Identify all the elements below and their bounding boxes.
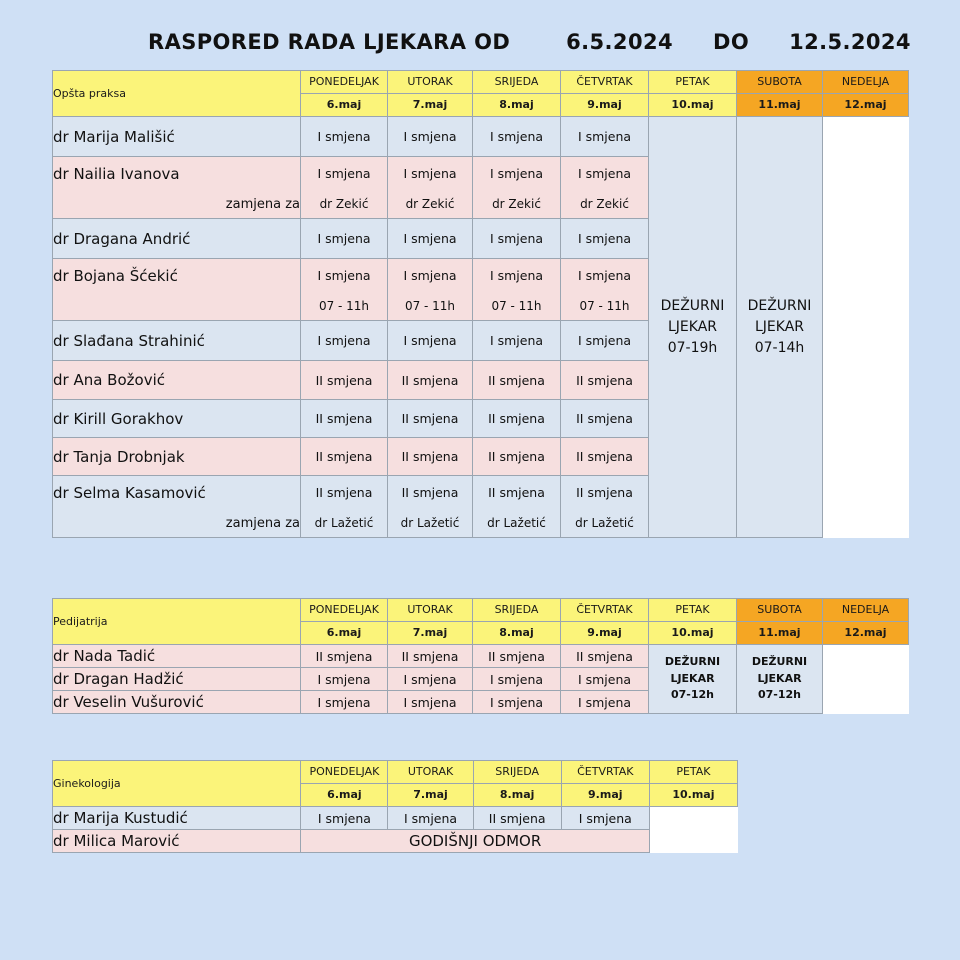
header-date-cetvrtak: 9.maj bbox=[561, 784, 649, 807]
shift-cell: II smjena bbox=[473, 476, 561, 510]
doctor-name: dr Nada Tadić bbox=[53, 645, 301, 668]
vacation-cell: GODIŠNJI ODMOR bbox=[301, 830, 649, 853]
duty-cell-sunday: DEŽURNI LJEKAR 07-14h bbox=[737, 117, 823, 538]
replacement-doctor: dr Zekić bbox=[388, 191, 473, 219]
header-date-cetvrtak: 9.maj bbox=[561, 622, 649, 645]
shift-cell: I smjena bbox=[473, 691, 561, 714]
shift-cell: II smjena bbox=[473, 400, 561, 438]
doctor-name: dr Kirill Gorakhov bbox=[53, 400, 301, 438]
doctor-name: dr Bojana Šćekić bbox=[53, 259, 301, 293]
section-label-pediatrics: Pedijatrija bbox=[53, 599, 301, 645]
header-day-petak: PETAK bbox=[649, 71, 737, 94]
doctor-name: dr Veselin Vušurović bbox=[53, 691, 301, 714]
shift-cell: I smjena bbox=[561, 321, 649, 361]
duty-cell-sunday: DEŽURNI LJEKAR 07-12h bbox=[737, 645, 823, 714]
shift-cell: I smjena bbox=[301, 807, 388, 830]
doctor-name: dr Dragan Hadžić bbox=[53, 668, 301, 691]
shift-cell: II smjena bbox=[301, 645, 388, 668]
shift-cell: I smjena bbox=[301, 259, 388, 293]
shift-cell: II smjena bbox=[561, 400, 649, 438]
header-date-utorak: 7.maj bbox=[388, 622, 473, 645]
header-row-days bbox=[53, 71, 909, 94]
header-day-ponedeljak: PONEDELJAK bbox=[301, 761, 388, 784]
shift-cell: I smjena bbox=[561, 668, 649, 691]
header-date-ponedeljak: 6.maj bbox=[301, 622, 388, 645]
shift-cell: I smjena bbox=[473, 259, 561, 293]
shift-cell: I smjena bbox=[301, 117, 388, 157]
shift-cell: I smjena bbox=[561, 219, 649, 259]
shift-cell: I smjena bbox=[388, 691, 473, 714]
header-date-srijeda: 8.maj bbox=[473, 94, 561, 117]
table-pediatrics bbox=[52, 598, 909, 714]
replacement-doctor: dr Zekić bbox=[473, 191, 561, 219]
doctor-name: dr Ana Božović bbox=[53, 361, 301, 400]
shift-cell: I smjena bbox=[561, 157, 649, 191]
hours-label bbox=[53, 293, 301, 321]
shift-cell: II smjena bbox=[561, 476, 649, 510]
title-main: RASPORED RADA LJEKARA OD bbox=[148, 30, 511, 54]
replacement-label: zamjena za bbox=[53, 510, 301, 538]
doctor-name: dr Marija Kustudić bbox=[53, 807, 301, 830]
shift-cell: II smjena bbox=[301, 476, 388, 510]
header-day-srijeda: SRIJEDA bbox=[473, 761, 561, 784]
doctor-name: dr Marija Mališić bbox=[53, 117, 301, 157]
replacement-doctor: dr Lažetić bbox=[473, 510, 561, 538]
shift-cell: II smjena bbox=[301, 438, 388, 476]
shift-cell: I smjena bbox=[388, 668, 473, 691]
header-date-subota: 11.maj bbox=[737, 622, 823, 645]
header-day-petak: PETAK bbox=[649, 599, 737, 622]
shift-cell: II smjena bbox=[473, 361, 561, 400]
doctor-name: dr Selma Kasamović bbox=[53, 476, 301, 510]
shift-cell: II smjena bbox=[388, 438, 473, 476]
shift-cell: II smjena bbox=[301, 400, 388, 438]
shift-cell: I smjena bbox=[473, 668, 561, 691]
header-date-subota: 11.maj bbox=[737, 94, 823, 117]
header-date-srijeda: 8.maj bbox=[473, 784, 561, 807]
duty-cell-saturday: DEŽURNI LJEKAR 07-19h bbox=[649, 117, 737, 538]
header-date-nedelja: 12.maj bbox=[823, 622, 909, 645]
shift-cell: I smjena bbox=[473, 157, 561, 191]
header-day-nedelja: NEDELJA bbox=[823, 599, 909, 622]
header-day-srijeda: SRIJEDA bbox=[473, 71, 561, 94]
header-day-cetvrtak: ČETVRTAK bbox=[561, 599, 649, 622]
shift-cell: I smjena bbox=[301, 219, 388, 259]
shift-cell: II smjena bbox=[561, 438, 649, 476]
section-label-gynecology: Ginekologija bbox=[53, 761, 301, 807]
shift-cell: I smjena bbox=[561, 807, 649, 830]
header-date-utorak: 7.maj bbox=[388, 94, 473, 117]
header-row-days bbox=[53, 761, 738, 784]
shift-cell: I smjena bbox=[388, 321, 473, 361]
doctor-name: dr Dragana Andrić bbox=[53, 219, 301, 259]
shift-cell: I smjena bbox=[301, 157, 388, 191]
hours-cell: 07 - 11h bbox=[561, 293, 649, 321]
shift-cell: I smjena bbox=[301, 321, 388, 361]
shift-cell: I smjena bbox=[301, 691, 388, 714]
shift-cell: II smjena bbox=[473, 807, 561, 830]
shift-cell: I smjena bbox=[388, 807, 473, 830]
hours-cell: 07 - 11h bbox=[301, 293, 388, 321]
table-row bbox=[53, 117, 909, 157]
header-day-utorak: UTORAK bbox=[388, 761, 473, 784]
header-day-cetvrtak: ČETVRTAK bbox=[561, 71, 649, 94]
replacement-doctor: dr Zekić bbox=[561, 191, 649, 219]
header-date-petak: 10.maj bbox=[649, 622, 737, 645]
shift-cell: II smjena bbox=[561, 645, 649, 668]
doctor-name: dr Slađana Strahinić bbox=[53, 321, 301, 361]
table-gynecology bbox=[52, 760, 738, 853]
doctor-name: dr Tanja Drobnjak bbox=[53, 438, 301, 476]
page-title bbox=[148, 30, 911, 54]
header-date-utorak: 7.maj bbox=[388, 784, 473, 807]
shift-cell: I smjena bbox=[561, 259, 649, 293]
table-general-practice bbox=[52, 70, 909, 538]
header-date-srijeda: 8.maj bbox=[473, 622, 561, 645]
table-row bbox=[53, 645, 909, 668]
shift-cell: II smjena bbox=[561, 361, 649, 400]
title-do-word: DO bbox=[712, 30, 750, 54]
table-row bbox=[53, 807, 738, 830]
section-label-general: Opšta praksa bbox=[53, 71, 301, 117]
shift-cell: II smjena bbox=[301, 361, 388, 400]
shift-cell: I smjena bbox=[473, 117, 561, 157]
duty-cell-saturday: DEŽURNI LJEKAR 07-12h bbox=[649, 645, 737, 714]
header-day-petak: PETAK bbox=[649, 761, 737, 784]
shift-cell: I smjena bbox=[473, 219, 561, 259]
header-date-cetvrtak: 9.maj bbox=[561, 94, 649, 117]
shift-cell: I smjena bbox=[388, 117, 473, 157]
header-day-ponedeljak: PONEDELJAK bbox=[301, 71, 388, 94]
title-date-to: 12.5.2024 bbox=[789, 30, 911, 54]
shift-cell: II smjena bbox=[473, 438, 561, 476]
shift-cell: I smjena bbox=[388, 219, 473, 259]
header-day-ponedeljak: PONEDELJAK bbox=[301, 599, 388, 622]
doctor-name: dr Nailia Ivanova bbox=[53, 157, 301, 191]
header-day-srijeda: SRIJEDA bbox=[473, 599, 561, 622]
header-day-nedelja: NEDELJA bbox=[823, 71, 909, 94]
hours-cell: 07 - 11h bbox=[388, 293, 473, 321]
header-date-ponedeljak: 6.maj bbox=[301, 784, 388, 807]
replacement-doctor: dr Zekić bbox=[301, 191, 388, 219]
replacement-doctor: dr Lažetić bbox=[561, 510, 649, 538]
replacement-label: zamjena za bbox=[53, 191, 301, 219]
header-date-ponedeljak: 6.maj bbox=[301, 94, 388, 117]
header-day-subota: SUBOTA bbox=[737, 71, 823, 94]
header-date-nedelja: 12.maj bbox=[823, 94, 909, 117]
shift-cell: I smjena bbox=[388, 259, 473, 293]
shift-cell: I smjena bbox=[301, 668, 388, 691]
header-day-utorak: UTORAK bbox=[388, 71, 473, 94]
shift-cell: I smjena bbox=[473, 321, 561, 361]
replacement-doctor: dr Lažetić bbox=[301, 510, 388, 538]
shift-cell: I smjena bbox=[561, 691, 649, 714]
shift-cell: I smjena bbox=[561, 117, 649, 157]
shift-cell: II smjena bbox=[388, 361, 473, 400]
table-row bbox=[53, 830, 738, 853]
header-date-petak: 10.maj bbox=[649, 784, 737, 807]
doctor-name: dr Milica Marović bbox=[53, 830, 301, 853]
shift-cell: II smjena bbox=[473, 645, 561, 668]
header-day-utorak: UTORAK bbox=[388, 599, 473, 622]
shift-cell: II smjena bbox=[388, 476, 473, 510]
shift-cell: I smjena bbox=[388, 157, 473, 191]
shift-cell: II smjena bbox=[388, 645, 473, 668]
replacement-doctor: dr Lažetić bbox=[388, 510, 473, 538]
header-day-subota: SUBOTA bbox=[737, 599, 823, 622]
header-date-petak: 10.maj bbox=[649, 94, 737, 117]
header-row-days bbox=[53, 599, 909, 622]
hours-cell: 07 - 11h bbox=[473, 293, 561, 321]
header-day-cetvrtak: ČETVRTAK bbox=[561, 761, 649, 784]
shift-cell: II smjena bbox=[388, 400, 473, 438]
title-date-from: 6.5.2024 bbox=[566, 30, 673, 54]
